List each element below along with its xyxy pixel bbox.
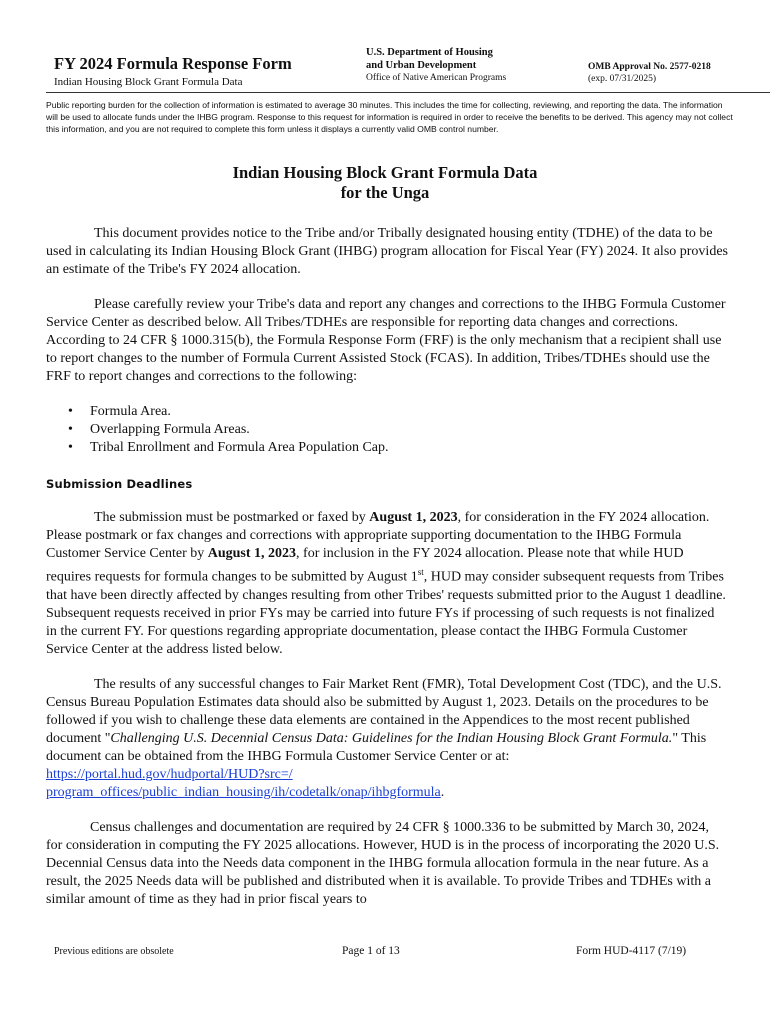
page-number: Page 1 of 13 xyxy=(342,945,400,957)
paragraph-census: Census challenges and documentation are required by 24 CFR § 1000.336 to be submitted by March 30, 2024, for consideration in computing the FY 2025 allocations. However, HUD is in the process of incorporating the 2020 U.S. Decennial Census data into the Needs data component in the IHBG formula allocation formula in the near future. As a result, the 2025 Needs data will be published and distributed when it is available. To provide Tribes and TDHEs with a similar amount of time as they had in prior fiscal years to xyxy=(46,819,720,907)
omb-expiration: (exp. 07/31/2025) xyxy=(588,74,657,84)
department-line-2: and Urban Development xyxy=(366,60,477,71)
ordinal-suffix: st xyxy=(417,567,424,577)
link-text-line-2: program_offices/public_indian_housing/ih/codetalk/onap/ihbgformula xyxy=(46,784,441,800)
section-heading-submission-deadlines: Submission Deadlines xyxy=(46,477,193,491)
list-item-text: Tribal Enrollment and Formula Area Population Cap. xyxy=(90,440,389,455)
list-item-text: Formula Area. xyxy=(90,404,171,419)
bullet-icon: • xyxy=(68,440,73,455)
omb-approval: OMB Approval No. 2577-0218 xyxy=(588,62,711,72)
document-citation: Challenging U.S. Decennial Census Data: Guidelines for the Indian Housing Block Grant Formula. xyxy=(110,730,673,746)
text-run: , HUD may consider subsequent requests from Tribes that have been directly affected by changes resulting from other Tribes' requests submitted prior to the August 1 deadline. Subsequent requests received in prior FYs may be carried into future FYs if processing of such requests is not finalized in the current FY. For questions regarding appropriate documentation, please contact the IHBG Formula Customer Service Center at the address listed below. xyxy=(46,569,726,657)
list-item xyxy=(46,403,728,421)
paragraph-intro: This document provides notice to the Tribe and/or Tribally designated housing entity (TDHE) of the data to be used in calculating its Indian Housing Block Grant (IHBG) program allocation for Fiscal Year (FY) 2024. It also provides an estimate of the Tribe's FY 2024 allocation. xyxy=(46,226,728,277)
bullet-icon: • xyxy=(68,422,73,437)
list-item xyxy=(46,439,728,457)
office-name: Office of Native American Programs xyxy=(366,73,507,83)
document-title-line-1: Indian Housing Block Grant Formula Data xyxy=(232,163,538,182)
paragraph-review: Please carefully review your Tribe's data and report any changes and corrections to the IHBG Formula Customer Service Center as described below. All Tribes/TDHEs are responsible for reporting data changes and corrections. According to 24 CFR § 1000.315(b), the Formula Response Form (FRF) is the only mechanism that a recipient shall use to report changes to the number of Formula Current Assisted Stock (FCAS). In addition, Tribes/TDHEs should use the FRF to report changes and corrections to the following: xyxy=(46,297,726,384)
form-header xyxy=(0,44,770,90)
changes-list xyxy=(46,403,728,457)
text-run: The submission must be postmarked or faxed by xyxy=(94,510,370,525)
form-subtitle: Indian Housing Block Grant Formula Data xyxy=(54,76,243,88)
hud-portal-link[interactable] xyxy=(46,767,441,800)
text-run: , for inclusion in the FY 2024 allocation. Please note that while HUD requires requests for formula changes to be submitted by August 1 xyxy=(46,546,684,585)
document-title xyxy=(0,163,770,203)
text-run: The results of any successful changes to Fair Market Rent (FMR), Total Development Cost (TDC), and the U.S. Census Bureau Population Estimates data should also be submitted by August 1, 2023. Details on the procedures to be followed if you wish to challenge these data elements are contained in the Appendices to the most recent published document " xyxy=(46,676,722,746)
form-number: Form HUD-4117 (7/19) xyxy=(576,945,687,957)
footer-editions-note: Previous editions are obsolete xyxy=(54,946,174,957)
text-run: " This document can be obtained from the IHBG Formula Customer Service Center or at: xyxy=(46,730,707,764)
link-text-line-1: https://portal.hud.gov/hudportal/HUD?src=/ xyxy=(46,766,293,782)
deadline-date: August 1, 2023 xyxy=(207,546,297,561)
text-run: , for consideration in the FY 2024 allocation. Please postmark or fax changes and corrections with appropriate supporting documentation to the IHBG Formula Customer Service Center by xyxy=(46,510,710,561)
form-title: FY 2024 Formula Response Form xyxy=(54,54,292,73)
header-divider xyxy=(46,92,770,93)
deadline-date: August 1, 2023 xyxy=(369,510,458,525)
department-name xyxy=(366,46,493,72)
list-item xyxy=(46,421,728,439)
paragraph-deadline xyxy=(46,509,728,659)
document-title-line-2: for the Unga xyxy=(340,183,430,202)
department-line-1: U.S. Department of Housing xyxy=(366,47,493,58)
document-body xyxy=(46,225,728,909)
paragraph-fmr-tdc xyxy=(46,676,728,802)
list-item-text: Overlapping Formula Areas. xyxy=(90,422,250,437)
text-run: . xyxy=(440,784,445,800)
burden-statement: Public reporting burden for the collection of information is estimated to average 30 minutes. This includes the time for collecting, reviewing, and reporting the data. The information will be used to allocate funds under the IHBG program. Response to this request for information is required in order to receive the benefits to be derived. This agency may not collect this information, and you are not required to complete this form unless it displays a currently valid OMB control number. xyxy=(46,100,733,134)
bullet-icon: • xyxy=(68,404,73,419)
